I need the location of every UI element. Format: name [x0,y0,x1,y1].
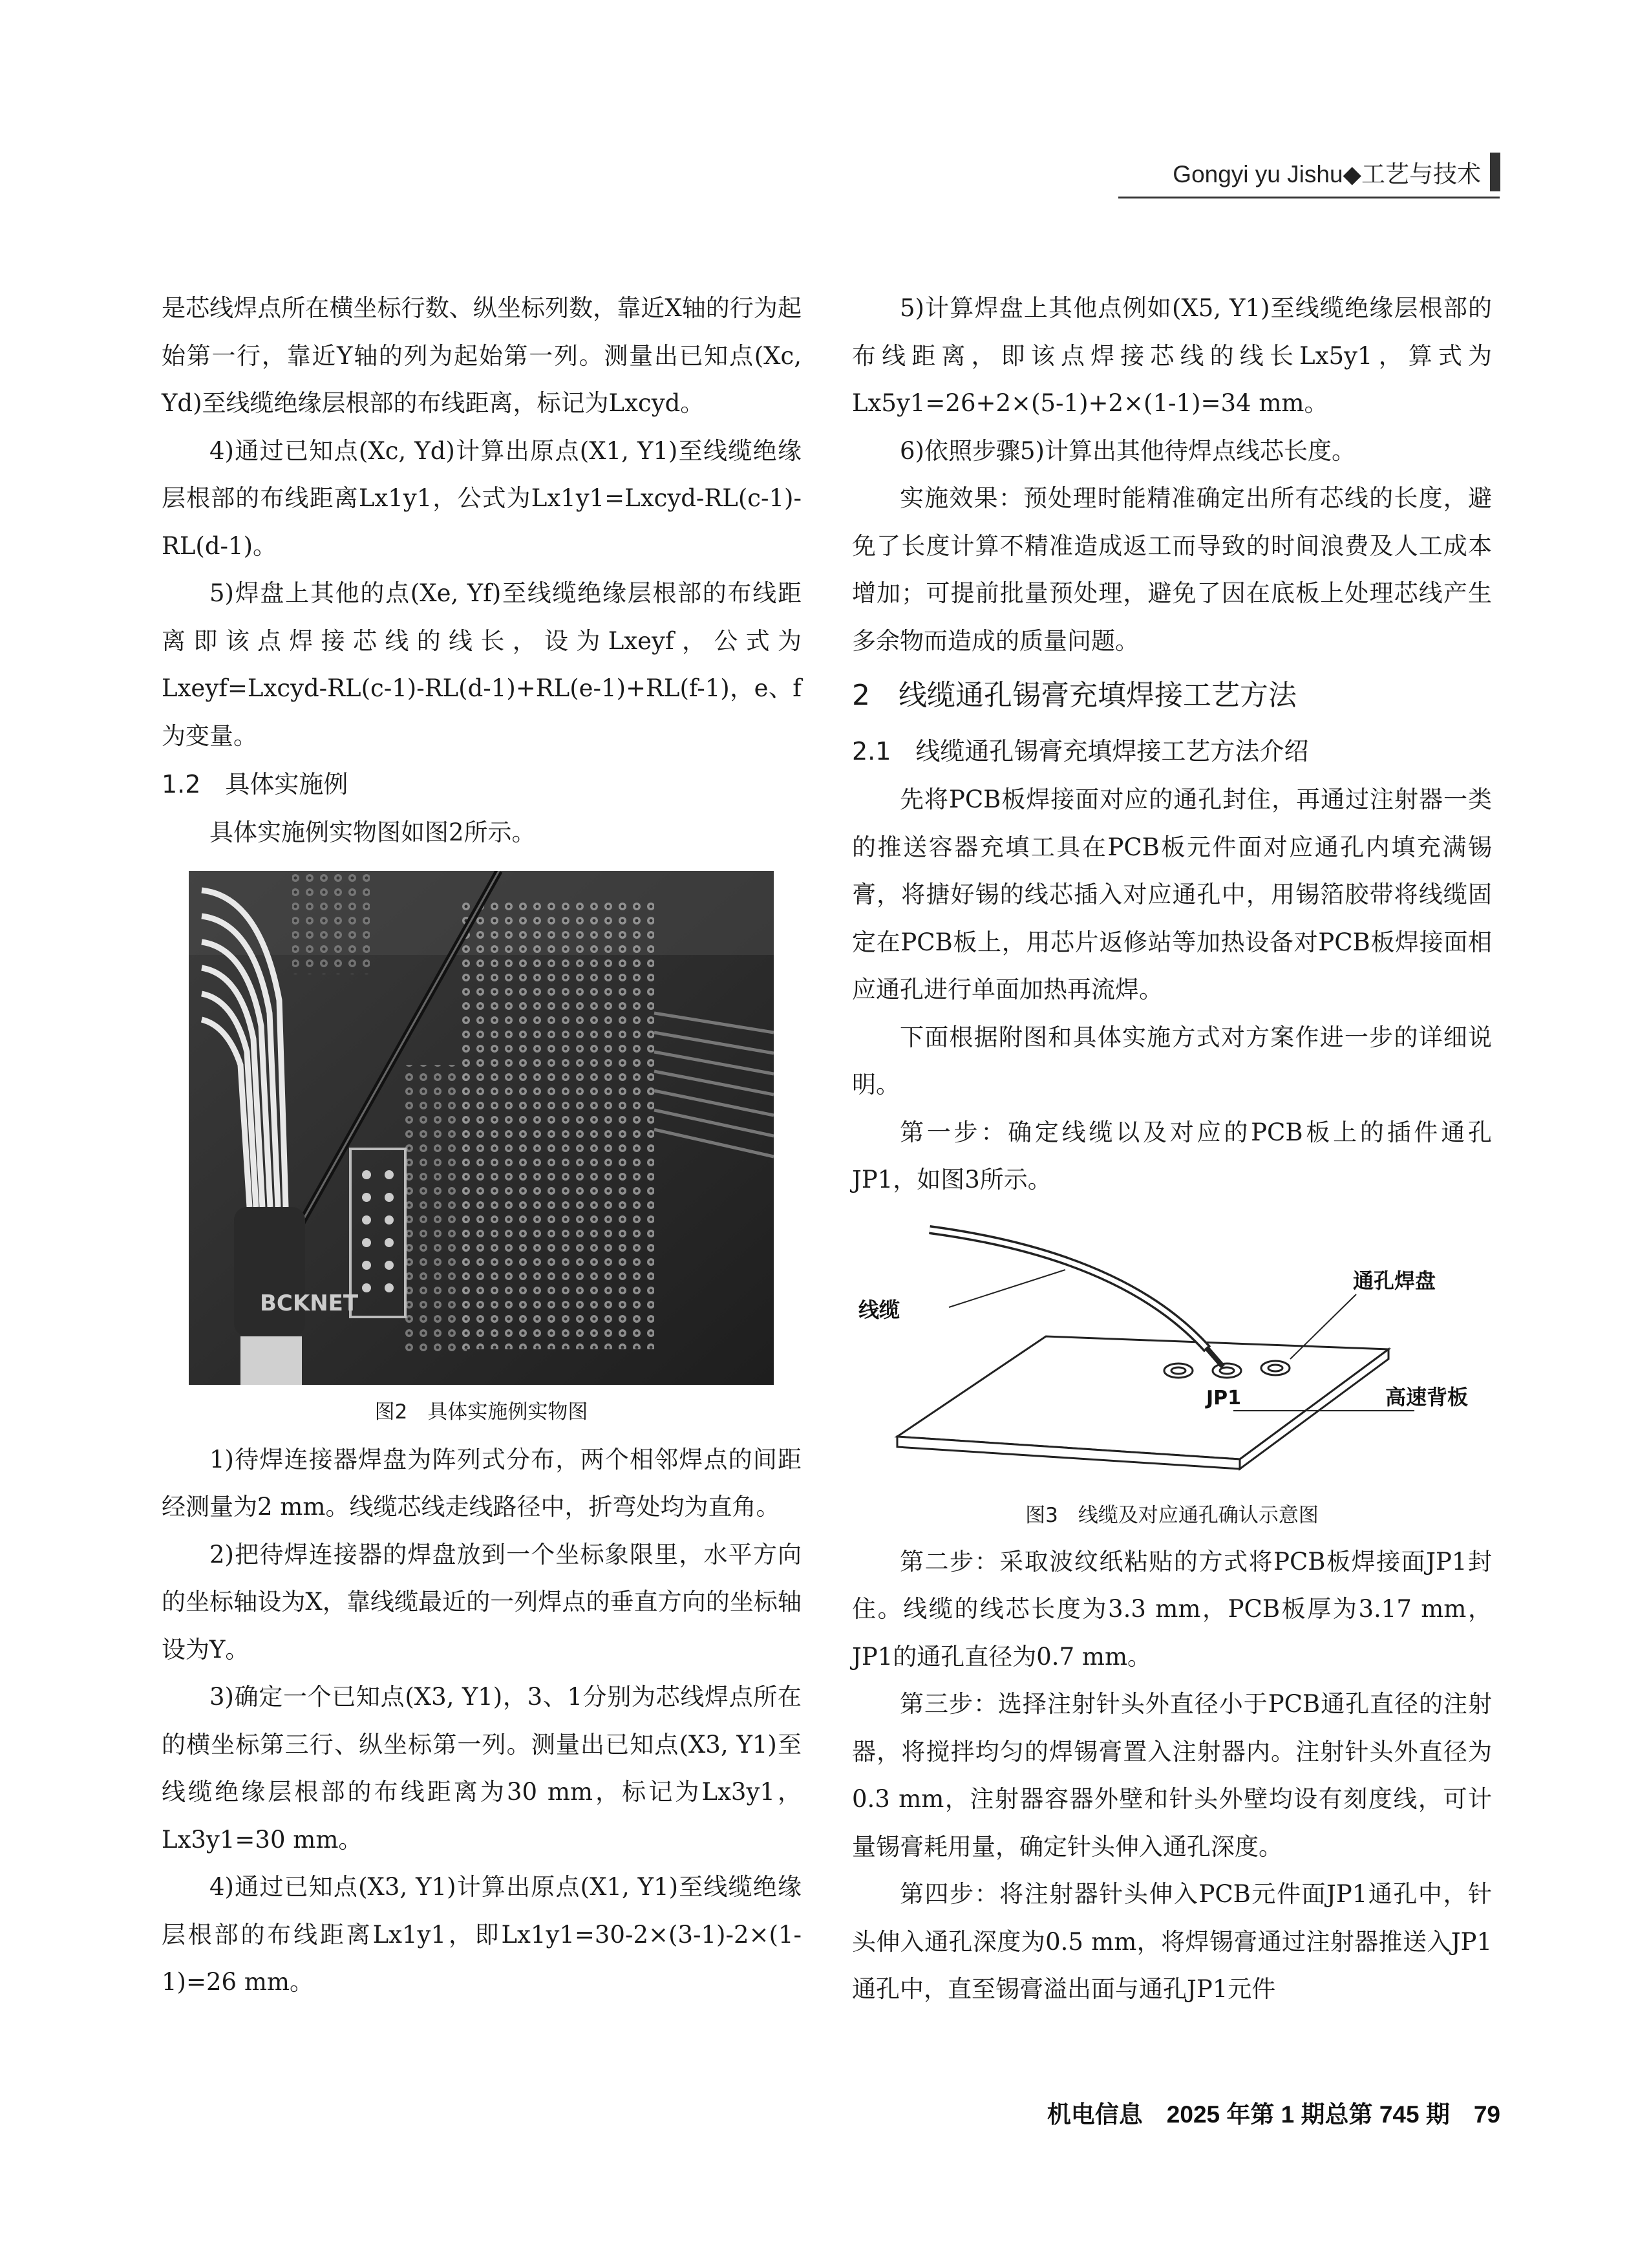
running-header-text: Gongyi yu Jishu◆工艺与技术 [1173,161,1481,187]
paragraph: 2)把待焊连接器的焊盘放到一个坐标象限里，水平方向的坐标轴设为X，靠线缆最近的一列焊点的垂直方向的坐标轴设为Y。 [162,1540,802,1664]
figure-3-caption: 图3 线缆及对应通孔确认示意图 [1025,1503,1319,1527]
label-pad: 通孔焊盘 [1353,1268,1436,1293]
paragraph: 3)确定一个已知点(X3, Y1)，3、1分别为芯线焊点所在的横坐标第三行、纵坐标第一列。测量出已知点(X3, Y1)至线缆绝缘层根部的布线距离为30 mm，标记为Lx3y1，Lx3y1=30 mm。 [162,1683,802,1854]
section-heading: 1.2 具体实施例 [162,770,348,798]
paragraph: 4)通过已知点(X3, Y1)计算出原点(X1, Y1)至线缆绝缘层根部的布线距离Lx1y1，即Lx1y1=30-2×(3-1)-2×(1-1)=26 mm。 [162,1873,802,1996]
paragraph: 5)焊盘上其他的点(Xe, Yf)至线缆绝缘层根部的布线距离即该点焊接芯线的线长，设为Lxeyf，公式为Lxeyf=Lxcyd-RL(c-1)-RL(d-1)+RL(e-1)+RL(f-1)，e、f为变量。 [162,579,802,750]
paragraph: 具体实施例实物图如图2所示。 [209,818,536,846]
paragraph: 第四步：将注射器针头伸入PCB元件面JP1通孔中，针头伸入通孔深度为0.5 mm，将焊锡膏通过注射器推送入JP1通孔中，直至锡膏溢出面与通孔JP1元件 [852,1880,1492,2003]
paragraph: 第二步：采取波纹纸粘贴的方式将PCB板焊接面JP1封住。线缆的线芯长度为3.3 mm，PCB板厚为3.17 mm，JP1的通孔直径为0.7 mm。 [852,1547,1492,1671]
label-board: 高速背板 [1385,1384,1469,1409]
paragraph: 先将PCB板焊接面对应的通孔封住，再通过注射器一类的推送容器充填工具在PCB板元件面对应通孔内填充满锡膏，将搪好锡的线芯插入对应通孔中，用锡箔胶带将线缆固定在PCB板上，用芯片返修站等加热设备对PCB板焊接面相应通孔进行单面加热再流焊。 [852,786,1492,1003]
pcb-photo [189,871,774,1385]
right-column [852,284,1492,2013]
paragraph: 第一步：确定线缆以及对应的PCB板上的插件通孔JP1，如图3所示。 [852,1118,1492,1193]
paragraph: 6)依照步骤5)计算出其他待焊点线芯长度。 [900,436,1356,465]
paragraph: 1)待焊连接器焊盘为阵列式分布，两个相邻焊点的间距经测量为2 mm。线缆芯线走线路径中，折弯处均为直角。 [162,1445,802,1521]
cable-diagram [852,1217,1492,1488]
figure-2 [189,871,774,1424]
left-column [162,284,802,2006]
paragraph: 第三步：选择注射针头外直径小于PCB通孔直径的注射器，将搅拌均匀的焊锡膏置入注射器内。注射针头外直径为0.3 mm，注射器容器外壁和针头外壁均设有刻度线，可计量锡膏耗用量，确定针头伸入通孔深度。 [852,1690,1492,1861]
figure-3 [852,1217,1492,1528]
paragraph: 5)计算焊盘上其他点例如(X5, Y1)至线缆绝缘层根部的布线距离，即该点焊接芯线的线长Lx5y1，算式为Lx5y1=26+2×(5-1)+2×(1-1)=34 mm。 [852,294,1492,417]
running-header [1173,153,1500,191]
header-rule [1118,197,1500,198]
paragraph: 下面根据附图和具体实施方式对方案作进一步的详细说明。 [852,1023,1492,1098]
label-jp1: JP1 [1206,1386,1242,1409]
page-footer: 机电信息 2025 年第 1 期总第 745 期 79 [1047,2101,1500,2128]
paragraph: 是芯线焊点所在横坐标行数、纵坐标列数，靠近X轴的行为起始第一行，靠近Y轴的列为起始第一列。测量出已知点(Xc, Yd)至线缆绝缘层根部的布线距离，标记为Lxcyd。 [162,294,802,417]
section-heading: 2.1 线缆通孔锡膏充填焊接工艺方法介绍 [852,737,1309,765]
chapter-heading: 2 线缆通孔锡膏充填焊接工艺方法 [852,679,1297,712]
figure-2-caption: 图2 具体实施例实物图 [374,1400,588,1424]
label-cable: 线缆 [858,1297,900,1322]
paragraph: 实施效果：预处理时能精准确定出所有芯线的长度，避免了长度计算不精准造成返工而导致的时间浪费及人工成本增加；可提前批量预处理，避免了因在底板上处理芯线产生多余物而造成的质量问题。 [852,484,1492,655]
board-label: BCKNET [260,1290,359,1316]
header-bar [1490,153,1500,191]
paragraph: 4)通过已知点(Xc, Yd)计算出原点(X1, Y1)至线缆绝缘层根部的布线距离Lx1y1，公式为Lx1y1=Lxcyd-RL(c-1)-RL(d-1)。 [162,436,802,560]
